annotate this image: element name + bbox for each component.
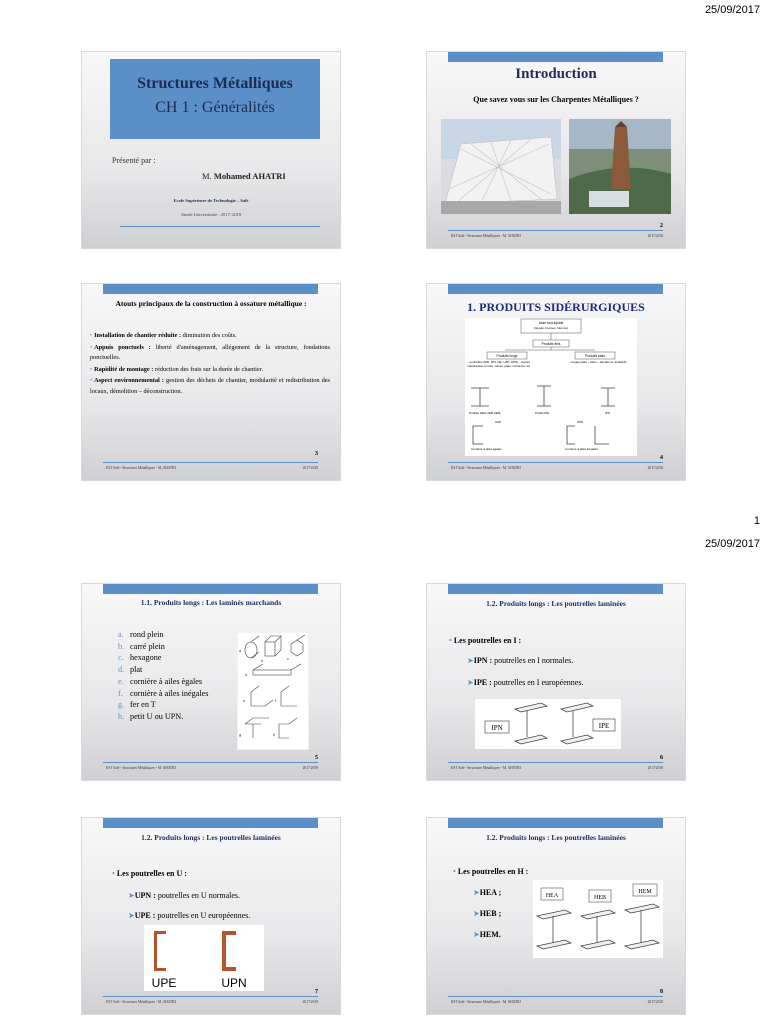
divider [120,226,320,227]
slide-number: 8 [660,989,663,995]
list-item: g. fer en T [118,700,156,710]
top-bar [103,284,318,294]
diagram-lbl4: UAP [495,420,502,424]
diagram-long: Produits longs [496,354,518,358]
academic-year: Année Universitaire : 2017/ 2018 [180,212,242,217]
slide-number: 7 [315,989,318,995]
slide-subtitle: CH 1 : Généralités [155,99,275,116]
slide-title: Introduction [515,66,597,82]
slide-4 [427,284,685,480]
slide-footer [451,1000,663,1004]
list-item: ➤IPE : poutrelles en I européennes. [467,678,584,687]
slide-footer [106,466,318,470]
fig-label-ipn: IPN [491,724,503,732]
footer-right: 2017/2018 [302,466,318,470]
footer-left: EST Salé - Structures Métalliques - M. AHATRI [451,234,521,238]
list-item: f. cornière à ailes inégales [118,688,209,698]
list-item: ➤IPN : poutrelles en I normales. [467,656,574,665]
bottom-line [103,996,318,997]
diagram-top2: (lingots, brames, blooms) [534,326,568,330]
slide-2 [427,52,685,248]
slide-title: 1. PRODUITS SIDÉRURGIQUES [467,300,645,314]
slide-1 [82,52,340,248]
slide-number: 6 [660,755,663,761]
fig-letter-c: c [287,656,289,661]
sections-figure [237,632,309,750]
fig-label-hem: HEM [638,889,652,895]
bullet-item: • Aspect environnemental : gestion des déchets de chantier, modularité et redistribution des locaux, démolition – déconstruction. [90,377,330,395]
slide-title: 1.1. Produits longs : Les laminés marchands [140,598,282,607]
list-item: ➤HEM. [473,930,501,939]
diagram-lbl5: UPN [577,420,584,424]
list-item: c. hexagone [118,653,162,663]
top-bar [448,284,663,294]
fig-label-hea: HEA [545,893,559,899]
diagram-cap1: Cornière à ailes égales [471,447,502,451]
list-item: d. plat [118,665,143,675]
slide-title: Structures Métalliques [137,75,293,92]
title-box [110,59,320,139]
slide-title: Atouts principaux de la construction à ossature métallique : [115,299,307,308]
building-photo [441,119,561,214]
fig-label-upe: UPE [151,976,177,990]
top-bar [448,52,663,62]
top-bar [103,584,318,594]
top-bar [448,818,663,828]
list-item: ➤UPN : poutrelles en U normales. [128,891,241,900]
fig-letter-h: h [273,732,276,737]
slide-footer [451,466,663,470]
u-channels-figure [144,925,264,991]
fig-letter-f: f [275,698,277,703]
diagram-mid: Produits finis [541,342,561,346]
slide-title: 1.2. Produits longs : Les poutrelles laminées [141,833,281,842]
page-date-2: 25/09/2017 [704,538,760,550]
fig-label-upn: UPN [221,976,247,990]
slide-7 [82,818,340,1014]
footer-right: 2017/2018 [647,466,663,470]
author-name: Mohamed AHATRI [213,171,286,181]
slide-6 [427,584,685,780]
page-number-1: 1 [753,515,760,527]
fig-letter-e: e [243,698,246,703]
diagram-flat: Produits plats [585,354,605,358]
list-item: e. cornière à ailes ègales [118,676,203,686]
section-head: • Les poutrelles en U : [112,869,187,878]
diagram-cap2: Cornière à ailes inégales [565,447,599,451]
footer-left: EST Salé - Structures Métalliques - M. AHATRI [451,466,521,470]
footer-left: EST Salé - Structures Métalliques - M. AHATRI [451,766,521,770]
list-item: ➤UPE : poutrelles en U européennes. [128,911,251,920]
footer-right: 2017/2018 [647,234,663,238]
slide-title: 1.2. Produits longs : Les poutrelles laminées [486,833,626,842]
fig-letter-d: d [245,672,248,677]
footer-right: 2017/2018 [647,766,663,770]
slide-title: 1.2. Produits longs : Les poutrelles laminées [486,599,626,608]
h-beams-figure [533,880,663,958]
section-head: • Les poutrelles en H : [453,867,529,876]
slide-5 [82,584,340,780]
top-bar [448,584,663,594]
bottom-line [103,762,318,763]
diagram-top: Acier brut liquide [538,321,564,325]
slide-number: 3 [315,451,318,457]
footer-right: 2017/2018 [302,766,318,770]
footer-left: EST Salé - Structures Métalliques - M. AHATRI [106,766,176,770]
diagram-lbl2: Profilé IPE [535,411,550,415]
fig-label-ipe: IPE [598,722,610,730]
fig-letter-g: g [239,732,242,737]
author-line [202,171,286,181]
list-item: ➤HEA ; [473,888,502,897]
slide-3 [82,284,340,480]
footer-left: EST Salé - Structures Métalliques - M. AHATRI [106,466,176,470]
diagram-lbl1: Profilés HEA HEB HEM [469,411,501,415]
list-item: h. petit U ou UPN. [118,711,184,721]
slide-footer [106,1000,318,1004]
intro-question: Que savez vous sur les Charpentes Métalliques ? [473,95,639,104]
list-item: ➤HEB ; [473,909,502,918]
section-head: • Les poutrelles en I : [449,636,522,645]
diagram-lbl3: IPN [605,411,611,415]
bottom-line [448,762,663,763]
author-prefix: M. [202,171,212,181]
steel-products-diagram [465,318,637,456]
advantages-list [90,331,330,398]
slide-number: 5 [315,755,318,761]
footer-left: EST Salé - Structures Métalliques - M. AHATRI [451,1000,521,1004]
tower-photo [569,119,671,214]
i-beams-figure [475,699,621,749]
bullet-item: • Appuis ponctuels : liberté d'aménagement, allégement de la structure, fondations ponctuelles. [90,343,330,361]
slide-8 [427,818,685,1014]
bullet-item: • Installation de chantier réduite : diminution des coûts. [90,332,237,339]
fig-letter-a: a [239,648,242,653]
slide-footer [106,766,318,770]
diagram-long-list: – poutrelles (IPE, IPN, HE, UAP, UPN) – barres marchandes (ronds, carrés, plats, cornières, té) [467,361,531,368]
laminated-products-list [118,629,208,723]
slide-footer [451,234,663,238]
bottom-line [448,462,663,463]
school-name: Ecole Supérieure de Technologie – Salé [173,198,249,203]
presented-by: Présenté par : [112,156,156,165]
diagram-flat-list: – larges plats – tôles – bandes en feuillards [569,361,627,364]
list-item: b. carré plein [118,641,165,651]
slide-number: 2 [660,223,663,229]
bottom-line [448,230,663,231]
list-item: a. rond plein [118,630,164,639]
fig-label-heb: HEB [594,895,606,901]
footer-left: EST Salé - Structures Métalliques - M. AHATRI [106,1000,176,1004]
bottom-line [448,996,663,997]
footer-right: 2017/2018 [302,1000,318,1004]
fig-letter-b: b [261,658,264,663]
bullet-item: • Rapidité de montage : réduction des frais sur la durée de chantier. [90,365,264,373]
footer-right: 2017/2018 [647,1000,663,1004]
slide-footer [451,766,663,770]
page-date-1: 25/09/2017 [704,4,760,16]
top-bar [103,818,318,828]
slide-number: 4 [660,455,663,461]
bottom-line [103,462,318,463]
